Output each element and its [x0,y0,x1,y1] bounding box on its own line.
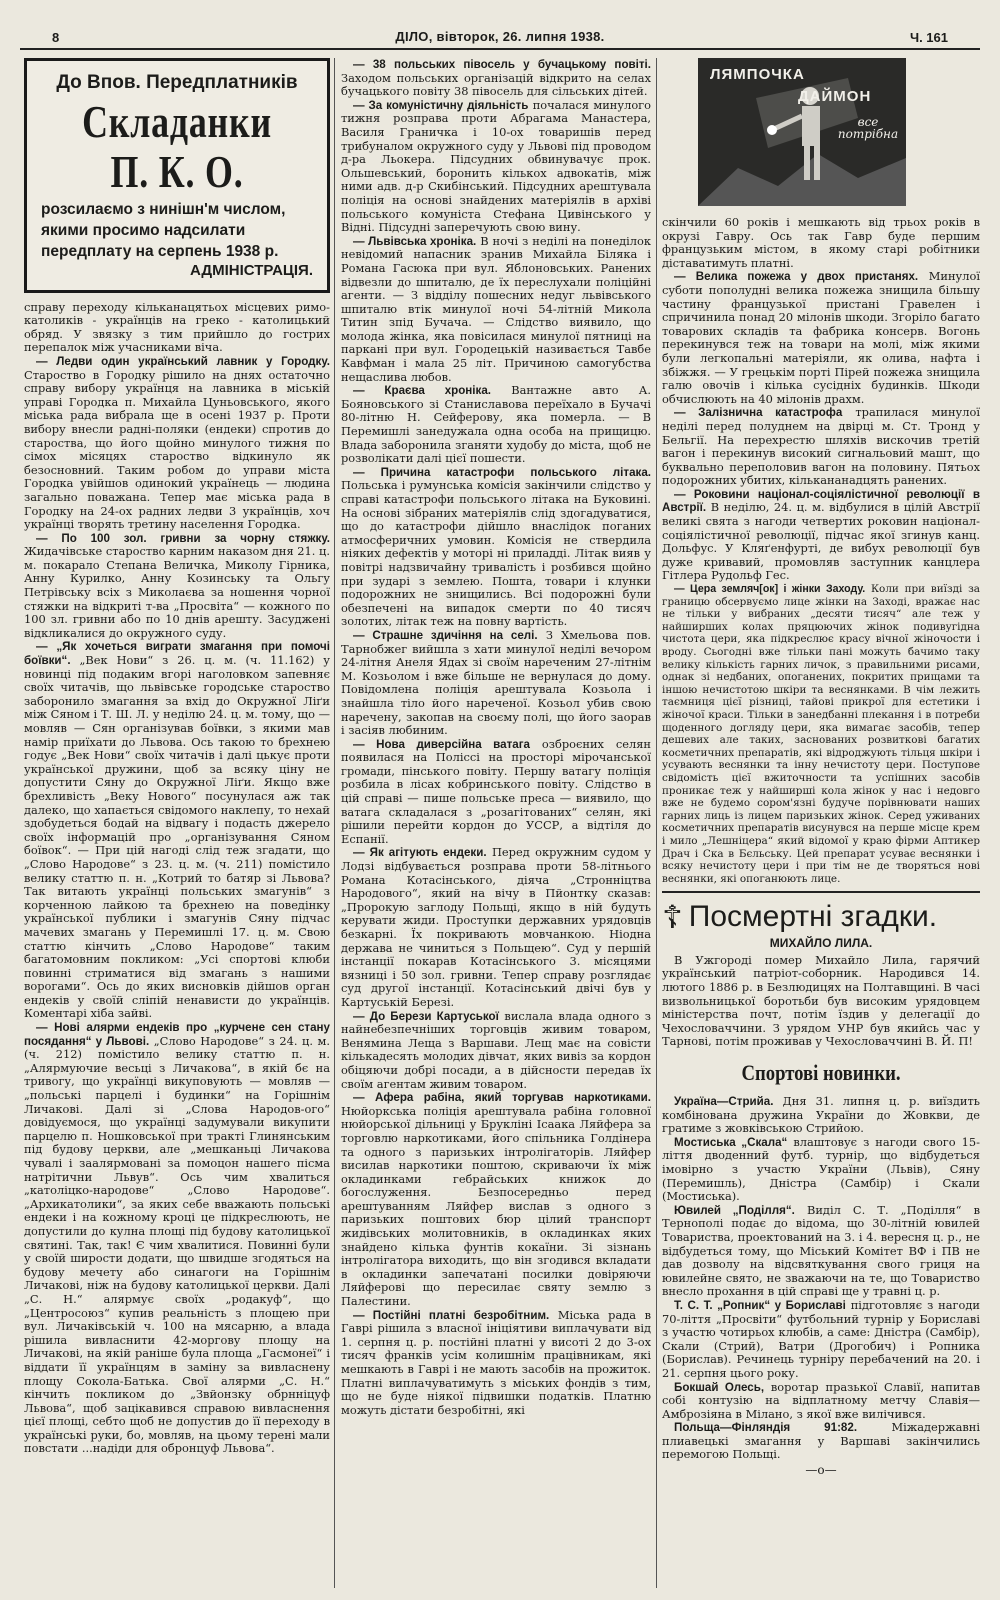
sports-item-heading: Ювилей „Поділля“. [674,1203,795,1217]
article [341,466,651,629]
article [341,58,651,99]
article-text: Вантажне авто А. Бояновського зі Станиславова переїхало в Бучачі 80-літню Н. Сейферову, яка померла. — В Перемишлі занедужала одна особа на прищицю. Влада заборонила зганяти худобу до міста, щоб не розволікати далі цієї пошести. [341,383,651,466]
article-heading: — Цера земляч[ок] і жінки Заходу. [674,583,866,596]
article-heading: — Львівська хроніка. [353,234,477,248]
article-heading: — 38 польських півосель у бучацькому повіті. [353,58,651,71]
article-heading: — Як агітують ендеки. [353,846,487,860]
obituary-text: В Ужгороді помер Михайло Лила, гарячий український патріот-соборник. Народився 14. лютого 1886 р. в Безлюдицях на Полтавщині. В часі визвольницької боротьби був високим урядовцем міністерства почт, потім їздив у делегації до Чехословаччини. З урядом УНР був якийсь час у Тарнові, потім проживав у Чехословаччині В. Й. П! [662,952,980,1049]
sports-item [662,1421,980,1462]
obituary-name: МИХАЙЛО ЛИЛА. [769,936,873,951]
article [341,738,651,847]
sports-item [662,1204,980,1299]
lamp-advertisement [698,58,906,206]
article-heading: — За комуністичну діяльність [353,98,529,112]
article [24,532,330,641]
column-3 [662,58,980,1588]
article-heading: — Афера рабіна, який торгував наркотиками. [353,1091,651,1105]
sports-item [662,1381,980,1422]
column-2 [341,58,651,1588]
article [24,1021,330,1456]
notice-heading: До Впов. Передплатників [56,72,298,93]
article [662,583,980,885]
ad-line-3: все потрібна [837,115,899,141]
article-heading: — Залізнична катастрофа [674,406,843,420]
obituaries-title: Посмертні згадки. [688,900,938,934]
ad-line-1: ЛЯМПОЧКА [710,66,805,83]
sports-item-text: Міжадержавні плиавецькі змагання у Варшаві закінчились перемогою Польщі. [662,1420,980,1462]
article [341,1091,651,1309]
article [341,846,651,1009]
sports-item-heading: Т. С. Т. „Ропник“ у Бориславі [674,1298,846,1312]
article-text: вислала влада одного з найнебезпечніших торговців живим товаром, Венямина Леща з Варшави. Лещ має на совісти кількадесять молодих дівчат, яких вивіз за кордон обіцяючи добрі посади, а в дійсности передав їх своїм агентам живим товаром. [341,1008,651,1091]
column-rule [656,58,657,1588]
article-text: „Слово Народове“ з 24. ц. м. (ч. 212) помістило велику статтю п. н. „Алярмуючие весьці з Личакова“, в якій бє на тривогу, що українці викуповують — мовляв — „польські парцелі і будинки“ на Горішнім Личакові. Далі зі „Слова Народов-ого“ довідуємося, що українці задумували викупити парцелю п. Ношковської при тракті Глинянським під будову церкви, але „мешканьці Личакова чувалі і заалярмовані за помоцон нашего пісма натрітични Львув“. Ось чим хвалиться „католіцко-народове“ „Слово Народове“. „Архикатолики“, за яких себе вважають польські ендеки і на кожному кроці це підкреслюють, не допустили до кулна площі під будову католицької святині. Так, так! Є чим хвалитися. Повинні були у своїй ширости додати, що швидше згодяться на будову мечету або синагоги на Горішнім Личакові, ніж на будову католицької церкви. Далі „С. Н.“ алярмує своїх „родакуф“, що „Центросоюз“ купив реальність з площею при вул. Личаківській ч. 100 на мясарню, а влада рішила вивласнити 42-моргову площу на Личакові, на якій раніше була площа „Гасмонеї“ і віддати її українцям в заміну за вивласнену площу Сокола-Батька. Свої алярми „С. Н.“ кінчить покликом до „Звйонзку обрнніцуф Львова“, щоб зацікавився справою вивласнення цієї площі, себто щоб не допустив до її переходу в українські руки, бо, мовляв, на цьому терені мали повстати ...надіди для обронцуф Львова“. [24,1033,330,1456]
article-heading: — Постійні платні безробітним. [353,1308,550,1322]
article [662,270,980,406]
issue-number: Ч. 161 [909,30,948,45]
end-mark: —о— [805,1463,837,1478]
article [341,384,651,466]
article-heading: — Страшне здичіння на селі. [353,628,538,642]
section-divider [662,891,980,893]
article-text: Коли при виїзді за границю обсервуємо лице жінки на Заході, вражає нас не тільки у вибраних „десяти тисяч“ але теж у найширших колах пряцюючих жінок подивугідна чистота цери, яка підкреслює красу вічної жіночости і вроду. Сьогодні вже тільки пані можуть бачимо таку велику кількість гарних личок, з правильними рисами, однак зі недбаних, опоганених, покритих прищами та іншою нечистотою шкіри та веснянками. В чім лежить таємниця цієї різниці, тайові прикрої для естетики і жіночої краси. Тільки в занедбанні плекання і в потреби щоденного догляду цери, яка вимагає засобів, тепер дешевих але таких, заснованих розвиткові багатих косметичних препаратів, які відроджують тільця шкіри і усувають веснянки та інну нечистоту цери. Поступове свідомість цієї вжиточности та успішних засобів проникає теж у найширші кола жінок у нас і недовго вже не будемо сором'язні будуче порівнювати наших гарних лиць із лицем паризьких жінок. Серед уживаних косметичних препаратів висунувся на перше місце крем і мило „Лешніцера“ який відомої у краю фірми Аптикер Драч і Ска в Бєльську. Цей препарат усуває веснянки і всяку нечистоту цери і при тім не де творяться нові веснянки, які опоганюють лице. [662,583,980,885]
article [341,99,651,235]
subscribers-notice-box [24,58,330,293]
article-text: озброєних селян появилася на Поліссі на просторі мірочанської громади, пінського повіту. Першу ватагу поліція розбила в лісах кобринського повіту. Слідство в цій справі — пише польське преса — виявило, що ватага складалася з „розагітованих“ селян, які рішили перейти кордон до УССР, а відтіля до Еспанії. [341,736,651,846]
sports-item [662,1095,980,1136]
article-heading: — До Берези Картуської [353,1009,499,1023]
newspaper-title-line: ДІЛО, вівторок, 26. липня 1938. [395,29,605,44]
sports-item-text: підготовляє з нагоди 70-ліття „Просвіти“ футбольний турнір у Бориславі з участю чотирьох клюбів, а саме: Дністра (Самбір), Скали (Стрий), Ватри (Дрогобич) і Ропника (Борислав). Речинець турніру перебачений на 20. і 21. серпня цього року. [662,1297,980,1380]
sports-item-heading: Польща—Фінляндія 91:82. [674,1421,858,1435]
article-text: Міська рада в Гаврі рішила з власної ініціятиви виплачувати від 1. серпня ц. р. постійні платні у висоті 2 до 3-ох тисяч франків усім колишнім працівникам, які мешкають в Гаврі і не мають засобів на прожиток. Платні виплачуватимуть з міських фондів з тим, що не буде ніякої підвишки податків. Платню можуть дістати безробітні, які [341,1307,651,1417]
article-heading: — Причина катастрофи польського літака. [353,465,651,479]
article-text: В неділю, 24. ц. м. відбулися в цілій Австрії великі свята з нагоди четвертих роковин націонал-соціялістичної революції, підчас якої згинув канц. Дольфус. У Кляґенфурті, де вибух революції був дуже кривавий, промовляв заступник канцлера Гітлера Рудольф Гес. [662,500,980,583]
article-text: Жидачівське староство карним наказом дня 21. ц. м. покарало Степана Величка, Миколу Гірника, Анну Курилко, Анну Козинську та Ольгу Петрівську всіх з Миколаєва за ношення чорної стяжки на відкриті т-ва „Просвіта“ — кожного по 100 зл. гривни або по 10 днів арешту. Засуджені відкликалися до окружного суду. [24,544,330,640]
sports-item-text: воротар празької Славії, напитав собі контузію на відплатному метчу Славія—Амброзіяна в Мілано, з якої вже вилічився. [662,1379,980,1421]
sports-item-heading: Україна—Стрийа. [674,1095,774,1109]
article [662,488,980,583]
article-text: „Век Нови“ з 26. ц. м. (ч. 11.162) у новинці під подаким вгорі наголовком запевняє своїх читачів, що львівське городське староство заборонило змагання за вхід до Окружної Ліґи між Сяном і Т. Ш. Л. у неділю 24. ц. м. тому, що — мовляв — Сян організував боївки, з якими мав намір приїхати до Львова. Ось такою то брехнею годує „Век Нови“ своїх читачів і далі цькує проти української дружини, щоб за всяку ціну не допустити Сяну до Окружної Ліґи. Якщо вже брехливість „Веку Нового“ посунулася аж так далеко, що хапається свідомого наклепу, то нехай здобудеться бодай на відвагу і подасть джерело своїх інформацій про „організування Сяном боївок“. — При цій нагоді слід теж згадати, що „Слово Народове“ з 23. ц. м. (ч. 211) помістило велику статтю п. н. „Котрий то батяр зі Львова? Так витають українці польських змагунів“ з корченною лайкою та брехнею на поведінку української публики і змагунів Сяну підчас мачевих змагань у Перемишлі 17. ц. м. Свою статтю кінчить „Слово Народове“ таким багатомовним покликом: „Усі спортові клюби повинні стриматися від змагань з нашими ворогами“. Ось до яких висновків дійшов орган ендеків у своїй сліпій ненависти до українців. Коментарі хіба зайві. [24,653,330,1021]
article [24,640,330,1021]
cross-icon: ☦ [662,899,683,936]
article: скінчили 60 років і мешкають від трьох років в окрузі Гавру. Ось так Гавр буде першим французьким містом, в якому старі робітники діставатимуть платні. [662,215,980,270]
article-text: Староство в Городку рішило на днях остаточно справу вибору українця на лавника в міській управі Городка п. Михайла Цуньовського, якого міська рада вибрала ще в осені 1937 р. Проти вибору внесли радні-поляки (ендеки) спротив до староства, що його щойно минулого тижня по сімох місяцях староство відкинуло як безосновний. Таким робом до управи міста Городка увійшов одинокий українець — людина загально поважана. Тепер має міська рада в Городку на 24-ох радних ледви 3 українців, хоч українці творять третину населення Городка. [24,367,330,532]
column-1 [24,58,330,1588]
article-text: Минулої суботи пополудні велика пожежа знищила більшу частину французької пристані Гравелен і спричинила понад 20 мілонів шкоди. Згоріло багато товарових складів та фабрика консерв. Вогонь перекинувся теж на товари на молі, між якими були легкопальні матеріяли, як олива, нафта і збіжжя. — У грецькім порті Пірей пожежа знищила галю овочів і кілька сусідніх будинків. Шкоди обчислюють на 40 мілонів драхм. [662,269,980,406]
column-rule [334,58,335,1588]
article-heading: — Роковини націонал-соціялістичної революції в Австрії. [662,487,980,515]
article [341,629,651,738]
notice-text: розсилаємо з нинішн'м числом, якими просимо надсилати передплату на серпень 1938 р. [41,201,286,260]
obituaries-heading [662,899,980,935]
sports-item [662,1299,980,1381]
article-text: Нюйоркська поліція арештувала рабіна головної нюйорської дільниці у Брукліні Ісаака Ляйфера за торговлю наркотиками, його спільника Голдінера та одного з паризьких інтролігаторів. Ляйфер висилав наркотики поштою, скриваючи їх між окладинками гебрайських книжок до богослуження. Безпосередньо перед арештуванням Ляйфер вислав з одного з паризьких поштових бюр цілий транспорт жидівських молитовників, в окладинках яких знайдено кілька фунтів кокаїни. Зі зізнань інтролігатора виходить, що він згодився вкладати в окладинки запечатані посилки довіряючи Ляйферові що пересилає святу землю з Палестини. [341,1103,651,1309]
page-number: 8 [52,30,60,45]
article-text: трапилася минулої неділі перед полуднем на двірці м. Ст. Тронд у Бельгії. На перехрестю шляхів вискочив третій вагон і перекинув високий сигнальовий машт, що буквально переполовив вагон на половину. Пятьох подорожних убитих, кількананадцять ранених. [662,405,980,488]
article-heading: — „Як хочеться виграти змагання при помочі боївки“. [24,640,330,668]
article-heading: — Нова диверсійна ватага [353,737,531,751]
article-heading: — Нові алярми ендеків про „курчене сен стану посядання“ у Львові. [24,1021,330,1048]
article [341,1309,651,1418]
article-heading: — Ледви один український лавник у Городку. [36,354,330,368]
notice-signature: АДМІНІСТРАЦІЯ. [190,262,313,279]
article-heading: — По 100 зол. гривни за чорну стяжку. [36,531,330,545]
notice-title: Складанки П. К. О. [82,96,272,197]
article-heading: — Велика пожежа у двох пристанях. [674,270,919,284]
sports-item-heading: Бокшай Олесь, [674,1380,765,1394]
article [24,355,330,532]
ad-line-2: ДАЙМОН [798,88,872,105]
article [341,235,651,385]
article-heading: — Краєва хроніка. [353,384,492,398]
article [662,406,980,488]
sports-item-text: Виділ С. Т. „Поділля“ в Тернополі подає до відома, що 30-літній ювилей Товариства, проектований на 3. і 4. вересня ц. р., не відбудеться тому, що Міський Комітет ВФ і ПВ не дав дозволу на відсвяткування свого гриця на ювилейне свято, не зважаючи на те, що Товариство внесло прохання в цій справі ще у травні ц. р. [662,1202,980,1299]
article-text: почалася минулого тижня розправа проти Абрагама Манастера, Василя Граничка і 10-ох товаришів перед трибуналом окружного суду у Львові під проводом д-ра Льокера. Підсудних обвинувачує прок. Ольшевський, боронить кількох адвокатів, між ними адв. д-р Скибінський. Підсудних арештувала поліція на основі знайдених матеріялів в архіві польського комуніста Стефана Цивінського у Відні. Підсудні заперечують свою вину. [341,97,651,235]
sports-item-text: Дня 31. липня ц. р. виїздить комбінована дружина України до Жовкви, де гратиме з жовківською Стрийою. [662,1094,980,1136]
article-text: В ночі з неділі на понеділок невідомий напасник зранив Михайла Біляка і Романа Гасюка при вул. Яблоновських. Ранених відвезли до шпиталю, де їх перeслухали поліційні агенти. — З відділу пошесних недуг львівського шпиталю втік минулої ночі 54-літній Микола Титин зпід Бучача. — Слідство виявило, що молода жінка, яка повісилася минулої пятниці на паркані при вул. Городецькій називається Тавбе Кавфман і мала 25 літ. Причиною самогубства нещаслива любов. [341,233,651,384]
article-text: Перед окружним судом у Лодзі відбувається розправа проти 58-літнього Романа Котасінського, діяча „Стронніцтва Народового“, який на вічу в Пйонтку сказав: „Пророкую заглоду Польщі, якщо в ній будуть керувати жиди. Проступки державних урядовців безкарні. Їх покривають мовчанкою. Ніодна держава не чиниться з Польщею“. Суд у першій інстанції покарав Котасінського 3. місяцями вязниці і 50 зол. гривни. Тепер справу розглядає суд другої інстанції. Котасінський двічі був у Картуській Березі. [341,845,651,1009]
sports-item [662,1136,980,1204]
page-header [20,26,980,50]
article [341,1010,651,1092]
article-text: Заходом польських організацій відкрито на селах бучацького повіту 38 півосель для сільських дітей. [341,70,651,99]
sports-item-heading: Мостиська „Скала“ [674,1135,788,1149]
article-text: З Хмельова пов. Тарнобжег вийшла з хати минулої неділі вечором 24-літня Анеля Ядах зі своїм нареченим 27-літнім М. Козьолом і вже більше не вернулася до дому. Повідомлена поліція арештувала Козьола і знайшла тіло його нареченої. Козьол убив свою наречену, закопав на своєму полі, що його заорав і засіяв любиним. [341,627,651,738]
sports-item-text: влаштовує з нагоди свого 15-ліття дводенний футб. турнір, що відбудеться імовірно з участю України (Львів), Сяну (Перемишль), Дністра (Самбір) і Скали (Мостиська). [662,1134,980,1204]
article-text: Польська і румунська комісія закінчили слідство у справі катастрофи польського літака на Буковині. На основі зібраних матеріялів слід здогадуватися, що до катастрофи дійшло внаслідок поганих атмосферичних умовин. Комісія не ствердила ніяких дефектів у моторі ні приладді. Літак вияв у повітрі надзвичайну тривалість і розбився щойно при зударі з землею. Пошта, товари і клунки подорожних не знищились. Всі подорожні були обезпечені на випадок смерти по 40 тисяч золотих, літак теж на повну вартість. [341,478,651,629]
article: справу переходу кільканацятьох місцевих римо-католиків - українців на греко - католицький обряд. У звязку з тим прийшло до гострих перепалок між учасниками віча. [24,299,330,355]
sports-news-heading: Спортові новинки. [741,1060,901,1086]
